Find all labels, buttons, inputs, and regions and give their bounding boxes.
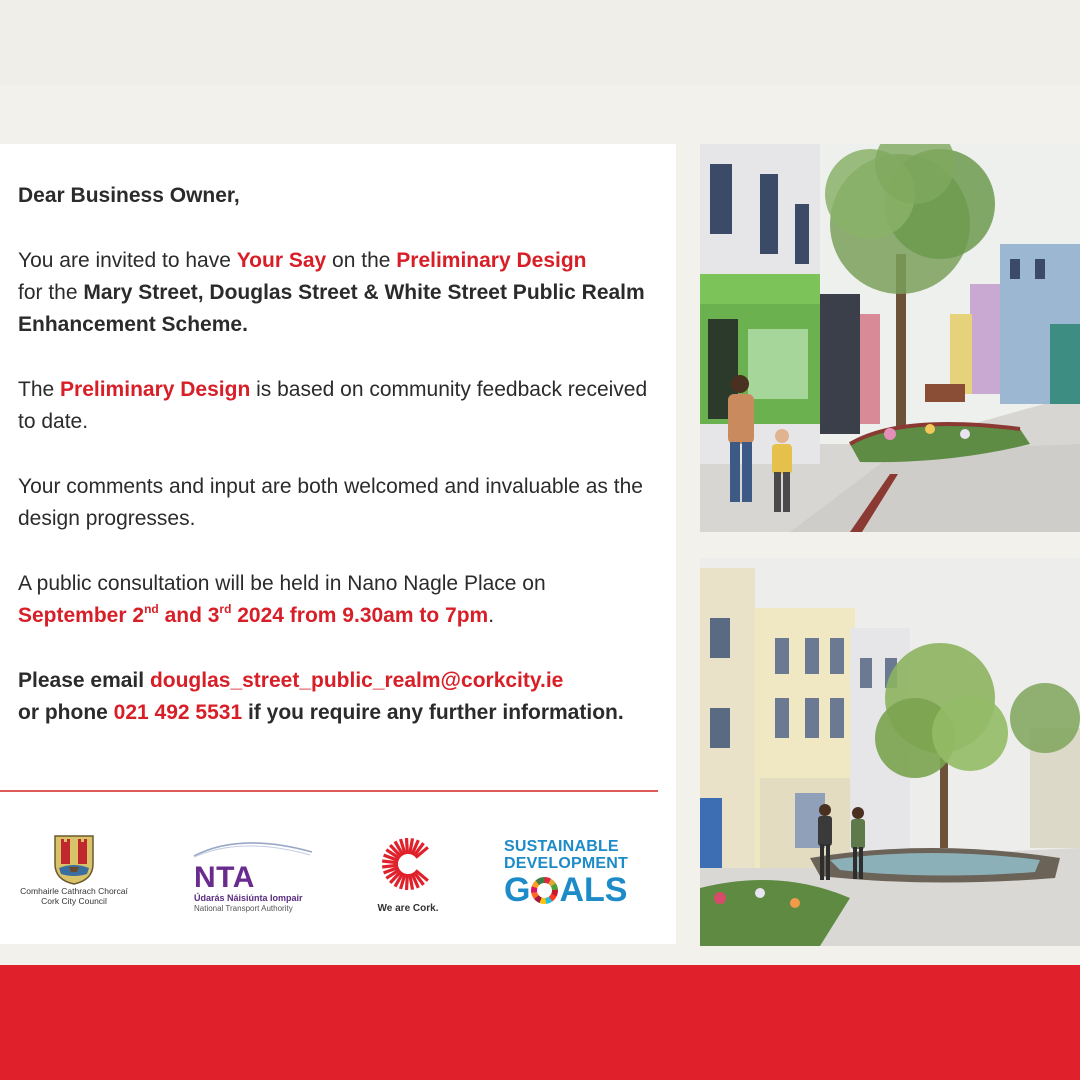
consultation-date: [18, 604, 488, 627]
we-are-cork-c-icon: [378, 834, 438, 894]
street-scene-2-image: [700, 558, 1080, 946]
sdg-wheel-icon: [531, 877, 558, 904]
nta-english-name: National Transport Authority: [194, 904, 293, 913]
invite-text-1: You are invited to have: [18, 249, 237, 272]
cork-city-council-logo: [14, 834, 134, 906]
feedback-text-1: The: [18, 378, 61, 401]
cork-council-irish-name: Comhairle Cathrach Chorcaí: [20, 886, 128, 896]
paragraph-contact: [18, 665, 668, 729]
nta-arc-icon: [190, 838, 316, 858]
please-email-text: Please email: [18, 669, 150, 692]
c-stripe: [382, 865, 398, 867]
consultation-text: A public consultation will be held in Nano Nagle Place on: [18, 572, 546, 595]
street-scene-1-image: [700, 144, 1080, 532]
consultation-end: .: [488, 604, 495, 627]
letter-body: [18, 180, 668, 762]
feedback-text-2: is based on community feedback received to date.: [18, 378, 648, 433]
paragraph-comments: Your comments and input are both welcomed and invaluable as the design progresses.: [18, 475, 643, 530]
invite-text-2: on the: [326, 249, 397, 272]
street-illustration-1: [700, 144, 1080, 532]
cork-crest-icon: [49, 834, 99, 886]
sdg-goals-g: G: [504, 871, 531, 909]
nta-irish-name: Údarás Náisiúnta Iompair: [194, 893, 303, 903]
nta-wordmark: NTA: [194, 861, 255, 894]
date-part-1: September 2: [18, 604, 145, 627]
paragraph-consultation: [18, 568, 668, 632]
sdg-line-2: DEVELOPMENT: [504, 855, 628, 872]
scheme-name: Mary Street, Douglas Street & White Street Public Realm Enhancement Scheme.: [18, 281, 645, 336]
preliminary-design-highlight-2: Preliminary Design: [60, 378, 251, 401]
divider: [0, 790, 658, 792]
contact-rest-text: if you require any further information.: [242, 701, 624, 724]
date-sup-1: nd: [144, 602, 159, 616]
date-part-2: and 3: [158, 604, 220, 627]
cork-council-english-name: Cork City Council: [41, 896, 107, 906]
street-illustration-2: [700, 558, 1080, 946]
paragraph-invitation: [18, 245, 668, 341]
sdg-line-1: SUSTAINABLE: [504, 838, 619, 855]
paragraph-feedback: [18, 374, 668, 438]
invite-text-3: for the: [18, 281, 84, 304]
date-part-3: 2024 from 9.30am to 7pm: [231, 604, 489, 627]
logo-strip: [0, 834, 676, 924]
sdg-logo: [504, 838, 644, 908]
or-phone-text: or phone: [18, 701, 114, 724]
preliminary-design-highlight: Preliminary Design: [396, 249, 587, 272]
greeting: Dear Business Owner,: [18, 184, 240, 207]
contact-phone-link[interactable]: 021 492 5531: [113, 701, 243, 724]
letter-card: [0, 144, 676, 944]
sdg-goals-word: [504, 872, 644, 908]
contact-email-link[interactable]: douglas_street_public_realm@corkcity.ie: [149, 669, 564, 692]
nta-logo: [190, 838, 320, 914]
sdg-goals-rest: ALS: [559, 871, 628, 909]
we-are-cork-text: We are Cork.: [377, 903, 439, 914]
top-band: [0, 0, 1080, 86]
bottom-red-band: [0, 965, 1080, 1080]
we-are-cork-logo: [370, 834, 446, 914]
c-stripe: [406, 874, 407, 890]
date-sup-2: rd: [219, 602, 232, 616]
c-stripe: [406, 838, 407, 854]
your-say-highlight: Your Say: [236, 249, 327, 272]
c-stripe: [382, 861, 398, 863]
